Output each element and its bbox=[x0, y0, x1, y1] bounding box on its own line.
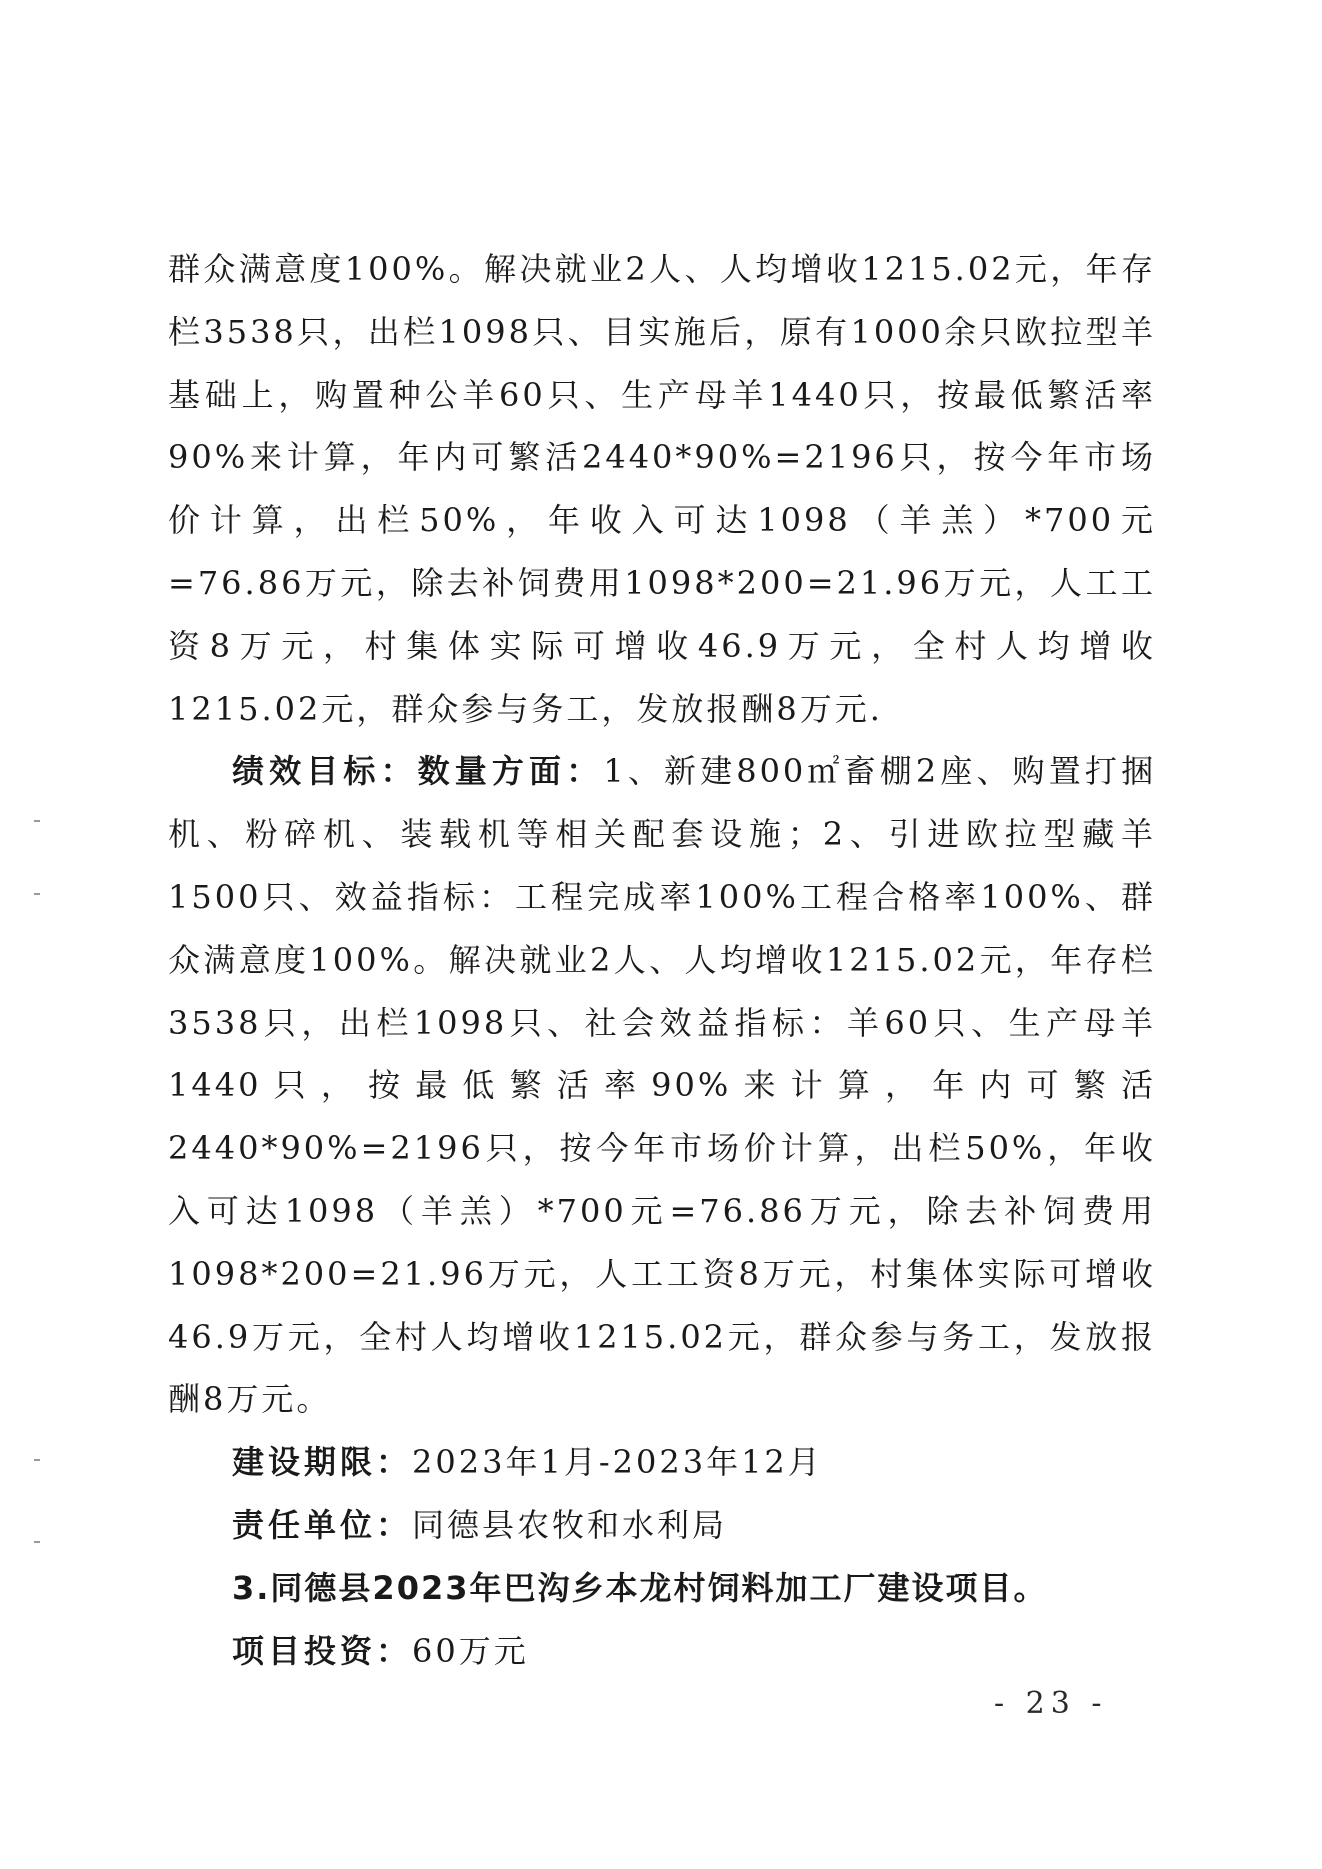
performance-goals-label: 绩效目标：数量方面： bbox=[232, 752, 604, 791]
project-investment-label: 项目投资： bbox=[232, 1631, 413, 1670]
scan-speck bbox=[34, 820, 40, 822]
scan-speck bbox=[34, 1541, 40, 1543]
responsible-unit-label: 责任单位： bbox=[232, 1505, 413, 1544]
paragraph-responsible-unit bbox=[168, 1494, 1156, 1557]
performance-goals-text: 1、新建800㎡畜棚2座、购置打捆机、粉碎机、装载机等相关配套设施；2、引进欧拉型藏羊1500只、效益指标：工程完成率100%工程合格率100%、群众满意度100%。解决就业2人、人均增收1215.02元，年存栏3538只，出栏1098只、社会效益指标：羊60只、生产母羊1440只，按最低繁活率90%来计算，年内可繁活2440*90%=2196只，按今年市场价计算，出栏50%，年收入可达1098（羊羔）*700元=76.86万元，除去补饲费用1098*200=21.96万元，人工工资8万元，村集体实际可增收46.9万元，全村人均增收1215.02元，群众参与务工，发放报酬8万元。 bbox=[168, 752, 1156, 1419]
paragraph-project-investment bbox=[168, 1620, 1156, 1683]
paragraph-text: 群众满意度100%。解决就业2人、人均增收1215.02元，年存栏3538只，出栏1098只、目实施后，原有1000余只欧拉型羊基础上，购置种公羊60只、生产母羊1440只，按最低繁活率90%来计算，年内可繁活2440*90%=2196只，按今年市场价计算，出栏50%，年收入可达1098（羊羔）*700元=76.86万元，除去补饲费用1098*200=21.96万元，人工工资8万元，村集体实际可增收46.9万元，全村人均增收1215.02元，群众参与务工，发放报酬8万元. bbox=[168, 250, 1156, 728]
body-text bbox=[168, 238, 1156, 1682]
paragraph-construction-period bbox=[168, 1431, 1156, 1494]
paragraph-performance-goals bbox=[168, 740, 1156, 1431]
page-number: - 23 - bbox=[994, 1686, 1108, 1721]
construction-period-label: 建设期限： bbox=[232, 1443, 413, 1482]
responsible-unit-text: 同德县农牧和水利局 bbox=[412, 1505, 728, 1544]
section-heading-project-3: 3.同德县2023年巴沟乡本龙村饲料加工厂建设项目。 bbox=[232, 1568, 1048, 1607]
paragraph-benefits-continued bbox=[168, 238, 1156, 740]
project-investment-text: 60万元 bbox=[412, 1631, 529, 1670]
construction-period-text: 2023年1月-2023年12月 bbox=[412, 1443, 823, 1482]
scan-speck bbox=[34, 1459, 40, 1461]
scan-speck bbox=[34, 893, 40, 895]
